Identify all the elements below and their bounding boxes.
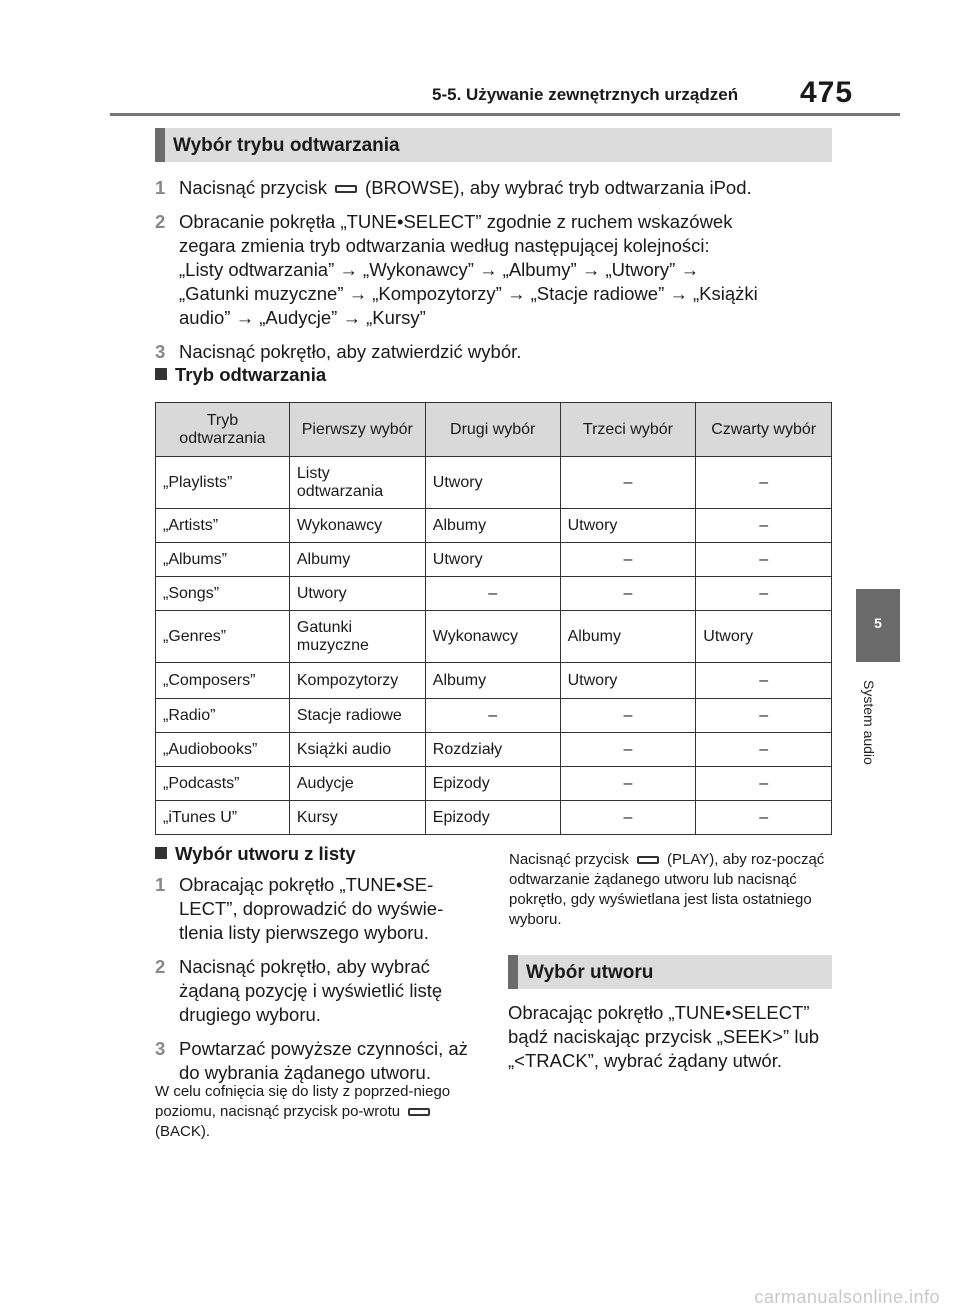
column-header: Drugi wybór: [425, 403, 560, 457]
step-text-continued: (BROWSE), aby wybrać tryb odtwarzania iPod.: [365, 177, 752, 198]
header-divider: [110, 113, 900, 116]
chapter-label: System audio: [861, 680, 877, 765]
table-cell: Kompozytorzy: [289, 663, 425, 699]
table-cell: „Artists”: [156, 509, 290, 543]
step-3: [155, 1037, 480, 1085]
table-cell: Utwory: [425, 543, 560, 577]
step-2: [155, 210, 832, 330]
table-cell: –: [696, 577, 832, 611]
step-3: [155, 340, 832, 364]
step-number: 2: [155, 956, 166, 977]
step-number: 3: [155, 341, 166, 362]
table-cell: „Audiobooks”: [156, 733, 290, 767]
subheading-select-from-list: [155, 843, 356, 865]
subheading-text: Wybór utworu z listy: [175, 843, 356, 864]
column-header: Czwarty wybór: [696, 403, 832, 457]
play-note: [509, 850, 831, 930]
back-button-icon: [408, 1108, 430, 1116]
playback-mode-table: [155, 402, 832, 835]
step-number: 1: [155, 874, 166, 895]
step-text-line: audio” → „Audycje” → „Kursy”: [179, 307, 426, 328]
section-heading-text: Wybór utworu: [526, 962, 654, 983]
step-text-line: „Listy odtwarzania” → „Wykonawcy” → „Albumy” → „Utwory” →: [179, 259, 699, 280]
table-cell: Epizody: [425, 767, 560, 801]
step-text: Powtarzać powyższe czynności, aż do wybrania żądanego utworu.: [179, 1038, 468, 1083]
table-row: [156, 801, 832, 835]
step-number: 1: [155, 177, 166, 198]
table-row: [156, 543, 832, 577]
track-select-text: [508, 1001, 833, 1073]
step-2: [155, 955, 480, 1027]
section-heading-playback-mode: [155, 128, 832, 162]
table-cell: Audycje: [289, 767, 425, 801]
header-title: 5-5. Używanie zewnętrznych urządzeń: [432, 85, 739, 104]
step-text-line: Obracanie pokrętła „TUNE•SELECT” zgodnie z ruchem wskazówek: [179, 211, 733, 232]
section-heading-track-select: [508, 955, 832, 989]
table-row: [156, 577, 832, 611]
table-row: [156, 457, 832, 509]
table-cell: Stacje radiowe: [289, 699, 425, 733]
table-cell: Książki audio: [289, 733, 425, 767]
table-cell: Kursy: [289, 801, 425, 835]
table-cell: –: [696, 801, 832, 835]
table-cell: Listy odtwarzania: [289, 457, 425, 509]
table-cell: Albumy: [425, 663, 560, 699]
table-row: [156, 611, 832, 663]
body-text: Obracając pokrętło „TUNE•SELECT” bądź naciskając przycisk „SEEK>” lub „<TRACK”, wybrać żądany utwór.: [508, 1002, 820, 1071]
table-row: [156, 767, 832, 801]
table-cell: Gatunki muzyczne: [289, 611, 425, 663]
table-cell: „Playlists”: [156, 457, 290, 509]
table-cell: Albumy: [425, 509, 560, 543]
step-number: 3: [155, 1038, 166, 1059]
step-text-line: zegara zmienia tryb odtwarzania według następującej kolejności:: [179, 235, 710, 256]
section-marker: [508, 955, 518, 989]
table-cell: –: [560, 457, 696, 509]
table-cell: Utwory: [560, 509, 696, 543]
table-cell: „Radio”: [156, 699, 290, 733]
square-bullet-icon: [155, 847, 167, 859]
table-cell: Albumy: [289, 543, 425, 577]
table-cell: Utwory: [560, 663, 696, 699]
step-1: [155, 873, 480, 945]
column-header: Tryb odtwarzania: [156, 403, 290, 457]
table-cell: –: [696, 699, 832, 733]
section-heading-text: Wybór trybu odtwarzania: [173, 135, 400, 156]
table-cell: „Songs”: [156, 577, 290, 611]
chapter-tab: 5: [856, 589, 900, 662]
subheading-playback-mode: [155, 364, 326, 386]
table-cell: –: [425, 699, 560, 733]
table-row: [156, 733, 832, 767]
table-cell: –: [696, 543, 832, 577]
table-cell: Wykonawcy: [289, 509, 425, 543]
select-from-list-steps: [155, 873, 480, 1095]
table-cell: –: [560, 801, 696, 835]
table-cell: „iTunes U”: [156, 801, 290, 835]
table-cell: –: [560, 733, 696, 767]
column-header: Trzeci wybór: [560, 403, 696, 457]
note-text: W celu cofnięcia się do listy z poprzed-niego poziomu, nacisnąć przycisk po-wrotu: [155, 1083, 451, 1120]
table-row: [156, 699, 832, 733]
table-cell: Albumy: [560, 611, 696, 663]
note-text: Nacisnąć przycisk: [509, 851, 630, 868]
subheading-text: Tryb odtwarzania: [175, 364, 327, 385]
note-text-continued: (BACK).: [155, 1123, 211, 1140]
watermark: carmanualsonline.info: [754, 1287, 940, 1307]
note-text-continued: (PLAY), aby roz-począć odtwarzanie żądanego utworu lub nacisnąć pokrętło, gdy wyświetlana jest lista ostatniego wyboru.: [509, 851, 825, 928]
step-text: Nacisnąć pokrętło, aby zatwierdzić wybór.: [179, 341, 522, 362]
table-cell: „Genres”: [156, 611, 290, 663]
table-cell: –: [425, 577, 560, 611]
table-cell: –: [696, 767, 832, 801]
step-1: [155, 176, 832, 200]
table-cell: –: [696, 509, 832, 543]
table-cell: Utwory: [425, 457, 560, 509]
table-row: [156, 663, 832, 699]
play-button-icon: [637, 856, 659, 864]
table-cell: „Podcasts”: [156, 767, 290, 801]
table-cell: –: [560, 699, 696, 733]
step-text-line: „Gatunki muzyczne” → „Kompozytorzy” → „Stacje radiowe” → „Książki: [179, 283, 758, 304]
playback-mode-steps: [155, 176, 832, 374]
table-cell: Utwory: [696, 611, 832, 663]
step-text: Nacisnąć pokrętło, aby wybrać żądaną pozycję i wyświetlić listę drugiego wyboru.: [179, 956, 443, 1025]
step-number: 2: [155, 211, 166, 232]
table-cell: „Composers”: [156, 663, 290, 699]
square-bullet-icon: [155, 368, 167, 380]
page-number: 475: [800, 76, 854, 109]
table-cell: –: [560, 543, 696, 577]
table-cell: –: [696, 733, 832, 767]
step-text: Nacisnąć przycisk: [179, 177, 328, 198]
table-cell: –: [696, 663, 832, 699]
table-cell: Utwory: [289, 577, 425, 611]
column-header: Pierwszy wybór: [289, 403, 425, 457]
step-text: Obracając pokrętło „TUNE•SE-LECT”, doprowadzić do wyświe-tlenia listy pierwszego wyboru.: [179, 874, 444, 943]
table-cell: –: [560, 767, 696, 801]
table-cell: Wykonawcy: [425, 611, 560, 663]
section-marker: [155, 128, 165, 162]
table-cell: –: [696, 457, 832, 509]
table-row: [156, 509, 832, 543]
table-cell: Epizody: [425, 801, 560, 835]
browse-button-icon: [335, 185, 357, 193]
table-cell: „Albums”: [156, 543, 290, 577]
table-cell: Rozdziały: [425, 733, 560, 767]
table-header-row: [156, 403, 832, 457]
table-cell: –: [560, 577, 696, 611]
back-note: [155, 1082, 475, 1142]
